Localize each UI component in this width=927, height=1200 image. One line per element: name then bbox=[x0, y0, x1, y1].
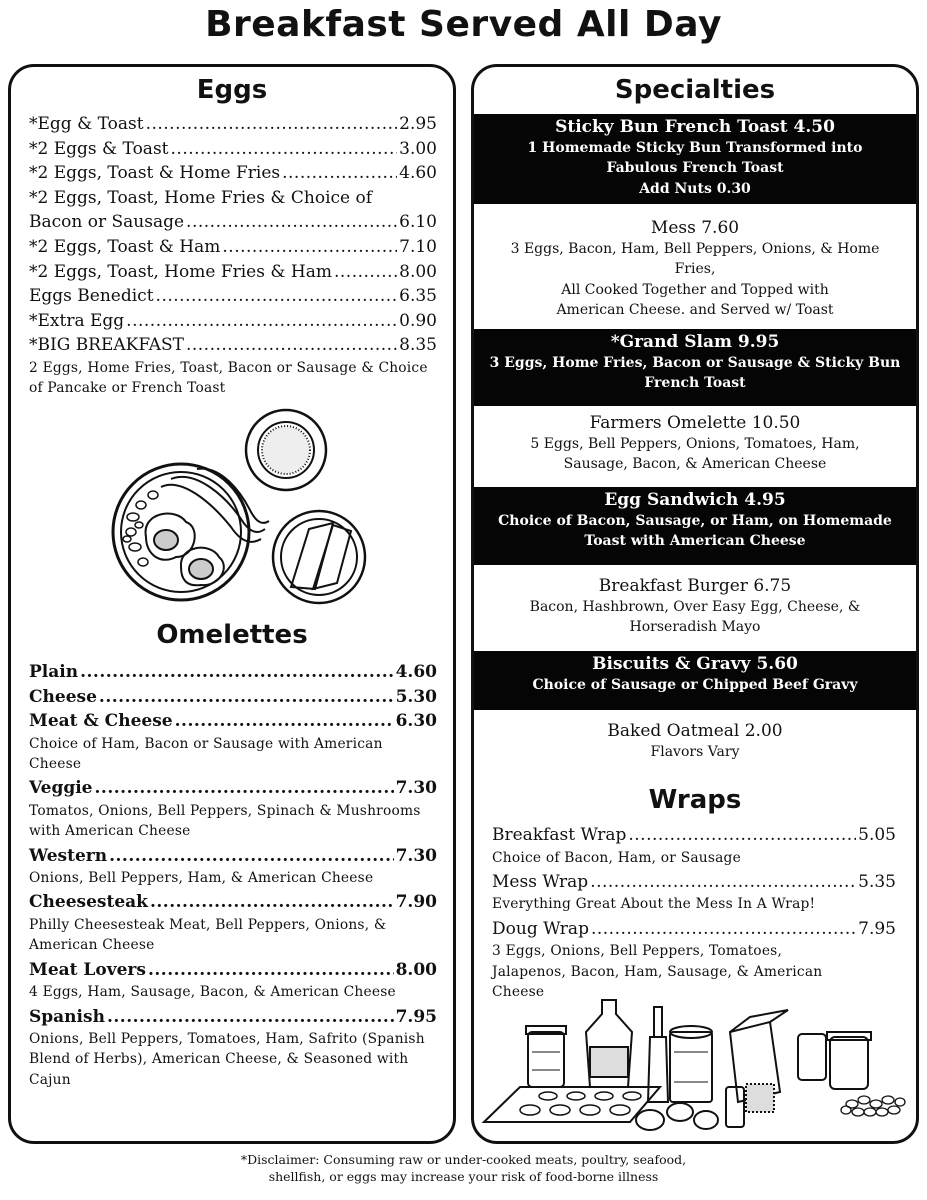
item-name: Spanish bbox=[29, 1006, 105, 1027]
item-price: 5.30 bbox=[395, 686, 437, 707]
item-name-line: *2 Eggs, Toast, Home Fries & Choice of bbox=[29, 187, 373, 208]
item-description: Onions, Bell Peppers, Ham, & American Cheese bbox=[29, 870, 374, 887]
menu-item bbox=[29, 709, 437, 734]
menu-item bbox=[492, 823, 896, 848]
specialty-desc: 1 Homemade Sticky Bun Transformed into bbox=[527, 140, 863, 156]
item-price: 7.95 bbox=[395, 1006, 437, 1027]
item-name: Meat & Cheese bbox=[29, 711, 173, 732]
item-description: Onions, Bell Peppers, Tomatoes, Ham, Safrito (Spanish Blend of Herbs), American Cheese, & Seasoned with Cajun bbox=[29, 1031, 425, 1088]
menu-item bbox=[29, 1005, 437, 1030]
specialty-item bbox=[474, 487, 916, 565]
item-name: Plain bbox=[29, 662, 79, 682]
specialty-desc: Fabulous French Toast bbox=[606, 160, 784, 177]
menu-item bbox=[29, 210, 437, 235]
specialty-item bbox=[474, 573, 916, 647]
item-name: Mess Wrap bbox=[492, 871, 589, 892]
food-safety-disclaimer bbox=[0, 1151, 927, 1185]
specialty-name: Egg Sandwich 4.95 bbox=[604, 490, 786, 510]
item-name: *BIG BREAKFAST bbox=[29, 335, 184, 356]
item-price: 6.30 bbox=[395, 711, 437, 732]
item-price: 5.35 bbox=[858, 871, 896, 892]
item-price: 6.10 bbox=[399, 212, 437, 233]
item-price: 0.90 bbox=[399, 310, 437, 331]
specialty-item bbox=[474, 410, 916, 484]
specialty-desc: Toast with American Cheese bbox=[584, 533, 806, 550]
item-description: Tomatos, Onions, Bell Peppers, Spinach & Mushrooms with American Cheese bbox=[29, 802, 421, 840]
specialty-desc: Choice of Sausage or Chipped Beef Gravy bbox=[532, 677, 858, 693]
item-price: 7.30 bbox=[395, 778, 437, 799]
item-name: Meat Lovers bbox=[29, 959, 146, 980]
item-name: Eggs Benedict bbox=[29, 286, 154, 307]
item-name: *2 Eggs, Toast & Home Fries bbox=[29, 163, 281, 184]
menu-item bbox=[29, 235, 437, 260]
menu-item bbox=[29, 309, 437, 334]
specialty-desc: French Toast bbox=[644, 375, 746, 392]
item-price: 4.60 bbox=[395, 662, 437, 682]
item-description: Everything Great About the Mess In A Wrap! bbox=[492, 896, 816, 913]
specialty-name: Breakfast Burger 6.75 bbox=[598, 576, 792, 596]
menu-item bbox=[29, 660, 437, 685]
item-name: *2 Eggs, Toast, Home Fries & Ham bbox=[29, 261, 332, 282]
item-name: Cheesesteak bbox=[29, 892, 148, 913]
specialty-desc: Add Nuts 0.30 bbox=[639, 180, 751, 197]
specialty-item bbox=[474, 651, 916, 710]
item-price: 7.95 bbox=[858, 918, 896, 939]
item-price: 8.00 bbox=[395, 959, 437, 980]
item-price: 3.00 bbox=[399, 138, 437, 159]
menu-item bbox=[29, 776, 437, 801]
specialty-desc: American Cheese. and Served w/ Toast bbox=[556, 301, 834, 318]
item-name: Bacon or Sausage bbox=[29, 212, 185, 233]
item-name: *Extra Egg bbox=[29, 310, 125, 331]
specialty-name: *Grand Slam 9.95 bbox=[610, 332, 780, 352]
item-name: Veggie bbox=[29, 778, 93, 799]
menu-item bbox=[492, 870, 896, 895]
item-price: 5.05 bbox=[858, 825, 896, 845]
menu-item bbox=[29, 844, 437, 869]
item-description: Philly Cheesesteak Meat, Bell Peppers, Onions, & American Cheese bbox=[29, 917, 387, 954]
specialty-item bbox=[474, 114, 916, 204]
menu-item bbox=[29, 260, 437, 285]
menu-item bbox=[29, 137, 437, 162]
specialty-name: Biscuits & Gravy 5.60 bbox=[592, 654, 798, 674]
specialty-name: Baked Oatmeal 2.00 bbox=[607, 721, 783, 741]
item-price: 7.10 bbox=[399, 236, 437, 257]
specialty-item bbox=[474, 329, 916, 406]
item-price: 4.60 bbox=[399, 163, 437, 184]
item-price: 2.95 bbox=[399, 114, 437, 134]
breakfast-plate-illustration-icon bbox=[101, 407, 371, 612]
menu-item bbox=[29, 284, 437, 309]
omelettes-list bbox=[29, 660, 437, 1092]
wraps-list bbox=[492, 823, 896, 1004]
item-description: Choice of Ham, Bacon or Sausage with American Cheese bbox=[29, 735, 383, 773]
eggs-heading: Eggs bbox=[196, 75, 268, 105]
specialty-name: Sticky Bun French Toast 4.50 bbox=[555, 117, 835, 137]
specialty-name: Farmers Omelette 10.50 bbox=[589, 413, 801, 433]
page-title: Breakfast Served All Day bbox=[205, 4, 722, 45]
item-price: 8.00 bbox=[399, 261, 437, 282]
specialty-desc: Fries, bbox=[674, 261, 716, 278]
item-description: 3 Eggs, Onions, Bell Peppers, Tomatoes, Jalapenos, Bacon, Ham, Sausage, & American Cheese bbox=[492, 943, 823, 1000]
item-description: Choice of Bacon, Ham, or Sausage bbox=[492, 849, 741, 866]
item-price: 6.35 bbox=[399, 286, 437, 307]
specialty-desc: Sausage, Bacon, & American Cheese bbox=[563, 456, 827, 473]
menu-item bbox=[29, 161, 437, 186]
item-price: 7.90 bbox=[395, 892, 437, 913]
specialty-desc: Flavors Vary bbox=[650, 744, 740, 760]
specialty-desc: All Cooked Together and Topped with bbox=[561, 281, 829, 298]
kitchen-pantry-illustration-icon bbox=[480, 992, 916, 1134]
item-name: *2 Eggs & Toast bbox=[29, 138, 169, 159]
left-menu-panel bbox=[8, 64, 456, 1144]
item-name: Western bbox=[29, 845, 108, 866]
disclaimer-line: *Disclaimer: Consuming raw or under-cooked meats, poultry, seafood, bbox=[240, 1152, 687, 1167]
right-menu-panel bbox=[471, 64, 919, 1144]
menu-item bbox=[492, 917, 896, 942]
specialty-item bbox=[474, 718, 916, 766]
menu-item bbox=[29, 958, 437, 983]
item-price: 7.30 bbox=[395, 845, 437, 866]
item-name: Cheese bbox=[29, 686, 97, 707]
disclaimer-line: shellfish, or eggs may increase your risk of food-borne illness bbox=[268, 1169, 659, 1184]
item-name: *2 Eggs, Toast & Ham bbox=[29, 236, 221, 257]
item-description: 2 Eggs, Home Fries, Toast, Bacon or Sausage & Choice of Pancake or French Toast bbox=[29, 359, 428, 397]
specialty-item bbox=[474, 215, 916, 327]
menu-item bbox=[29, 890, 437, 915]
item-name: *Egg & Toast bbox=[29, 114, 144, 134]
wraps-heading: Wraps bbox=[648, 785, 742, 815]
specialty-desc: 5 Eggs, Bell Peppers, Onions, Tomatoes, Ham, bbox=[530, 436, 860, 452]
item-name: Breakfast Wrap bbox=[492, 825, 627, 845]
eggs-list bbox=[29, 112, 437, 401]
specialty-name: Mess 7.60 bbox=[650, 218, 740, 238]
item-description: 4 Eggs, Ham, Sausage, Bacon, & American Cheese bbox=[29, 984, 396, 1001]
specialty-desc: 3 Eggs, Bacon, Ham, Bell Peppers, Onions, & Home bbox=[510, 241, 880, 257]
specialty-desc: Horseradish Mayo bbox=[629, 619, 761, 636]
menu-item bbox=[29, 333, 437, 358]
menu-item bbox=[29, 685, 437, 710]
specialties-heading: Specialties bbox=[614, 75, 776, 105]
menu-item bbox=[29, 112, 437, 137]
specialty-desc: 3 Eggs, Home Fries, Bacon or Sausage & Sticky Bun bbox=[489, 355, 901, 371]
specialty-desc: Bacon, Hashbrown, Over Easy Egg, Cheese, & bbox=[529, 599, 861, 615]
item-price: 8.35 bbox=[399, 335, 437, 356]
specialty-desc: Choice of Bacon, Sausage, or Ham, on Homemade bbox=[498, 513, 892, 529]
omelettes-heading: Omelettes bbox=[156, 620, 308, 650]
item-name: Doug Wrap bbox=[492, 918, 589, 939]
